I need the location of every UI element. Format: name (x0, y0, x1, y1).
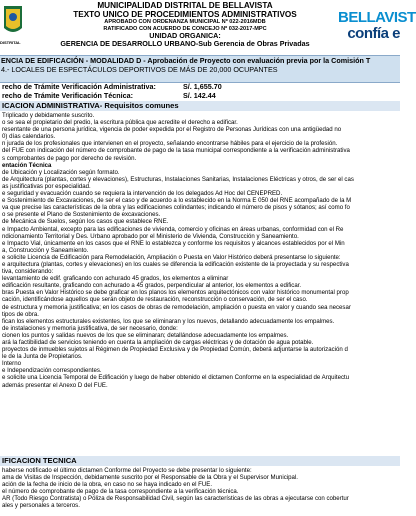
requirement-line: n jurada de los profesionales que intervienen en el proyecto, señalando encontrarse hábiles para el ejercicio de la profesión. (2, 140, 338, 148)
header-text (20, 1, 350, 48)
requirement-line: o se presente el Plano de Sostenimiento de excavaciones. (2, 211, 161, 219)
requirement-line: le de la Junta de Propietarios. (2, 353, 83, 361)
section-header-administrative: ICACION ADMINISTRATIVA- Requisitos comunes (0, 101, 400, 111)
procedure-title-box (0, 55, 400, 83)
requirement-line: de instalaciones y memoria justificativa, de ser necesario, donde: (2, 324, 178, 332)
fee-label: recho de Trámite Verificación Administrativa: (2, 82, 156, 91)
requirement-line: e Impacto Ambiental, excepto para las edificaciones de vivienda, comercio y oficinas en áreas urbanas, conformidad con el Re (2, 225, 344, 233)
requirement-line: fican los elementos estructurales existentes, los que se eliminaran y los nuevos, detallando adecuadamente los empalmes. (2, 317, 335, 325)
requirement-line: entación Técnica (2, 161, 52, 169)
requirement-line: edificación resultante, graficando con achurado a 45 grados, perpendicular al anterior, los elementos a edificar. (2, 282, 302, 290)
requirement-line: tipos de obra. (2, 310, 39, 318)
fee-row-administrative (0, 82, 400, 91)
fee-value: S/. 1,655.70 (183, 82, 222, 91)
unit-name: GERENCIA DE DESARROLLO URBANO-Sub Gerencia de Obras Privadas (60, 39, 310, 49)
requirement-line: cionen los puntos y salidas nuevos de los que se eliminaran; detallándose adecuadamente los empalmes. (2, 331, 289, 339)
requirement-line: e Independización correspondientes. (2, 367, 102, 375)
fees-block (0, 82, 400, 100)
requirement-line: Triplicado y debidamente suscrito. (2, 112, 95, 119)
requirement-line: haberse notificado el último dictamen Conforme del Proyecto se debe presentar lo siguiente: (2, 467, 252, 474)
fee-row-technical (0, 91, 400, 100)
requirement-line: bras Puesta en Valor Histórico se debe graficar en los planos los elementos arquitectónicos con valor histórico monumental prop (2, 289, 349, 297)
requirement-line: o se sea el propietario del predio, la escritura pública que acredite el derecho a edificar. (2, 119, 238, 127)
requirement-line: tiva, considerando: (2, 268, 54, 276)
requirement-line: e solicite una Licencia Temporal de Edificación y luego de haber obtenido el dictamen Conforme en la especialidad de Arquitectu (2, 374, 350, 382)
requirement-line: e Impacto Vial, únicamente en los casos que el RNE lo establezca y conforme los requisitos y alcances establecidos por el Min (2, 239, 345, 247)
municipality-name: MUNICIPALIDAD DISTRITAL DE BELLAVISTA (97, 1, 273, 10)
fee-value: S/. 142.44 (183, 91, 216, 100)
procedure-title: ENCIA DE EDIFICACIÓN - MODALIDAD D - Aprobación de Proyecto con evaluación previa por la Comisión T (1, 56, 371, 65)
logo-caption: DISTRITAL (0, 40, 21, 45)
requirement-line: e arquitectura (plantas, cortes y elevaciones) en los cuales se diferencia la edificación existente de la proyectada y su respectiva (2, 260, 349, 268)
approval-ordinance: APROBADO CON ORDENANZA MUNICIPAL Nº 022-2016MDB (104, 19, 266, 25)
requirement-line: s comprobantes de pago por derecho de revisión. (2, 154, 137, 162)
requirement-line: el número de comprobante de pago de la tasa correspondiente a la verificación técnica. (2, 488, 239, 496)
requirement-line: e Sostenimiento de Excavaciones, de ser el caso y de acuerdo a lo establecido en la Norma E 050 del RNE acompañado de la M (2, 197, 352, 205)
requirement-line: va que precise las características de la obra y las edificaciones colindantes; indicando el número de pisos y sótanos; así como fo (2, 204, 350, 212)
requirement-line: as justificativas por especialidad. (2, 182, 91, 190)
requirement-line: ales y personales a terceros. (2, 502, 80, 510)
requirement-line: ación de la fecha de inicio de la obra, en caso no se haya indicado en el FUE. (2, 481, 213, 489)
document-header (0, 0, 416, 55)
ratification-agreement: RATIFICADO CON ACUERDO DE CONCEJO Nº 032-2017-MPC (103, 25, 267, 32)
requirement-line: Interno (2, 360, 21, 368)
document-title: TEXTO UNICO DE PROCEDIMIENTOS ADMINISTRATIVOS (73, 10, 297, 19)
fee-label: recho de Trámite Verificación Técnica: (2, 91, 134, 100)
requirement-line: proyectos de inmuebles sujetos al Régimen de Propiedad Exclusiva y de Propiedad Común, deberá adjuntarse la autorización d (2, 346, 348, 354)
requirements-list (0, 112, 400, 389)
requirement-line: ará la factibilidad de servicios teniendo en cuenta la ampliación de cargas eléctricas y de dotación de agua potable. (2, 339, 314, 346)
requirement-line: AR (Todo Riesgo Contratista) o Póliza de Responsabilidad Civil, según las características de las obras a ejecutarse con cobertur (2, 495, 349, 503)
requirement-line: 0) días calendarios. (2, 133, 56, 141)
requirement-line: de Arquitectura (plantas, cortes y elevaciones), Estructuras, Instalaciones Sanitarias, Instalaciones Eléctricas y otros, de ser el cas (2, 175, 354, 183)
requirement-line: a, Construcción y Saneamiento. (2, 246, 89, 254)
technical-requirements-list (0, 467, 400, 510)
section-header-technical: IFICACION TECNICA (0, 456, 400, 466)
brand-bottom: confía e (347, 25, 400, 42)
requirement-line: ama de Visitas de Inspección, debidamente suscrito por el Responsable de la Obra y el Supervisor Municipal. (2, 474, 298, 482)
procedure-subtitle: 4.- LOCALES DE ESPECTÁCULOS DEPORTIVOS DE MÁS DE 20,000 OCUPANTES (1, 65, 278, 74)
requirement-line: ndicionamiento Territorial y Des. Urbano aprobado por el Ministerio de Vivienda, Construcción y Saneamiento. (2, 232, 299, 240)
requirement-line: de Mecánica de Suelos, según los casos que establece RNE. (2, 218, 169, 226)
requirement-line: de Ubicación y Localización según formato. (2, 168, 120, 176)
requirement-line: del FUE con indicación del número de comprobante de pago de la tasa municipal correspondiente a la verificación administrativa (2, 147, 350, 155)
requirement-line: levantamiento de edif. graficando con achurado 45 grados, los elementos a eliminar (2, 275, 229, 283)
requirement-line: de estructura y memoria justificativa; en los casos de obras de remodelación, ampliación o puesta en valor y cuando sea necesar (2, 303, 351, 311)
requirement-line: e seguridad y evacuación cuando se requiera la intervención de los delegados Ad Hoc del CENEPRED. (2, 190, 283, 198)
unit-label: UNIDAD ORGANICA: (149, 31, 221, 41)
bellavista-brand-logo (338, 9, 416, 42)
requirement-line: e solicite Licencia de Edificación para Remodelación, Ampliación o Puesta en Valor Histórico deberá presentarse lo siguiente: (2, 253, 341, 261)
requirement-line: cación, identificándose aquellos que serán objeto de restauración, reconstrucción o conservación, de ser el caso. (2, 296, 308, 304)
requirement-line: además presentar el Anexo D del FUE. (2, 381, 108, 389)
requirement-line: resentante de una persona jurídica, vigencia de poder expedida por el Registro de Personas Jurídicas con una antigüedad no (2, 126, 342, 134)
brand-top: BELLAVIST (338, 9, 416, 26)
